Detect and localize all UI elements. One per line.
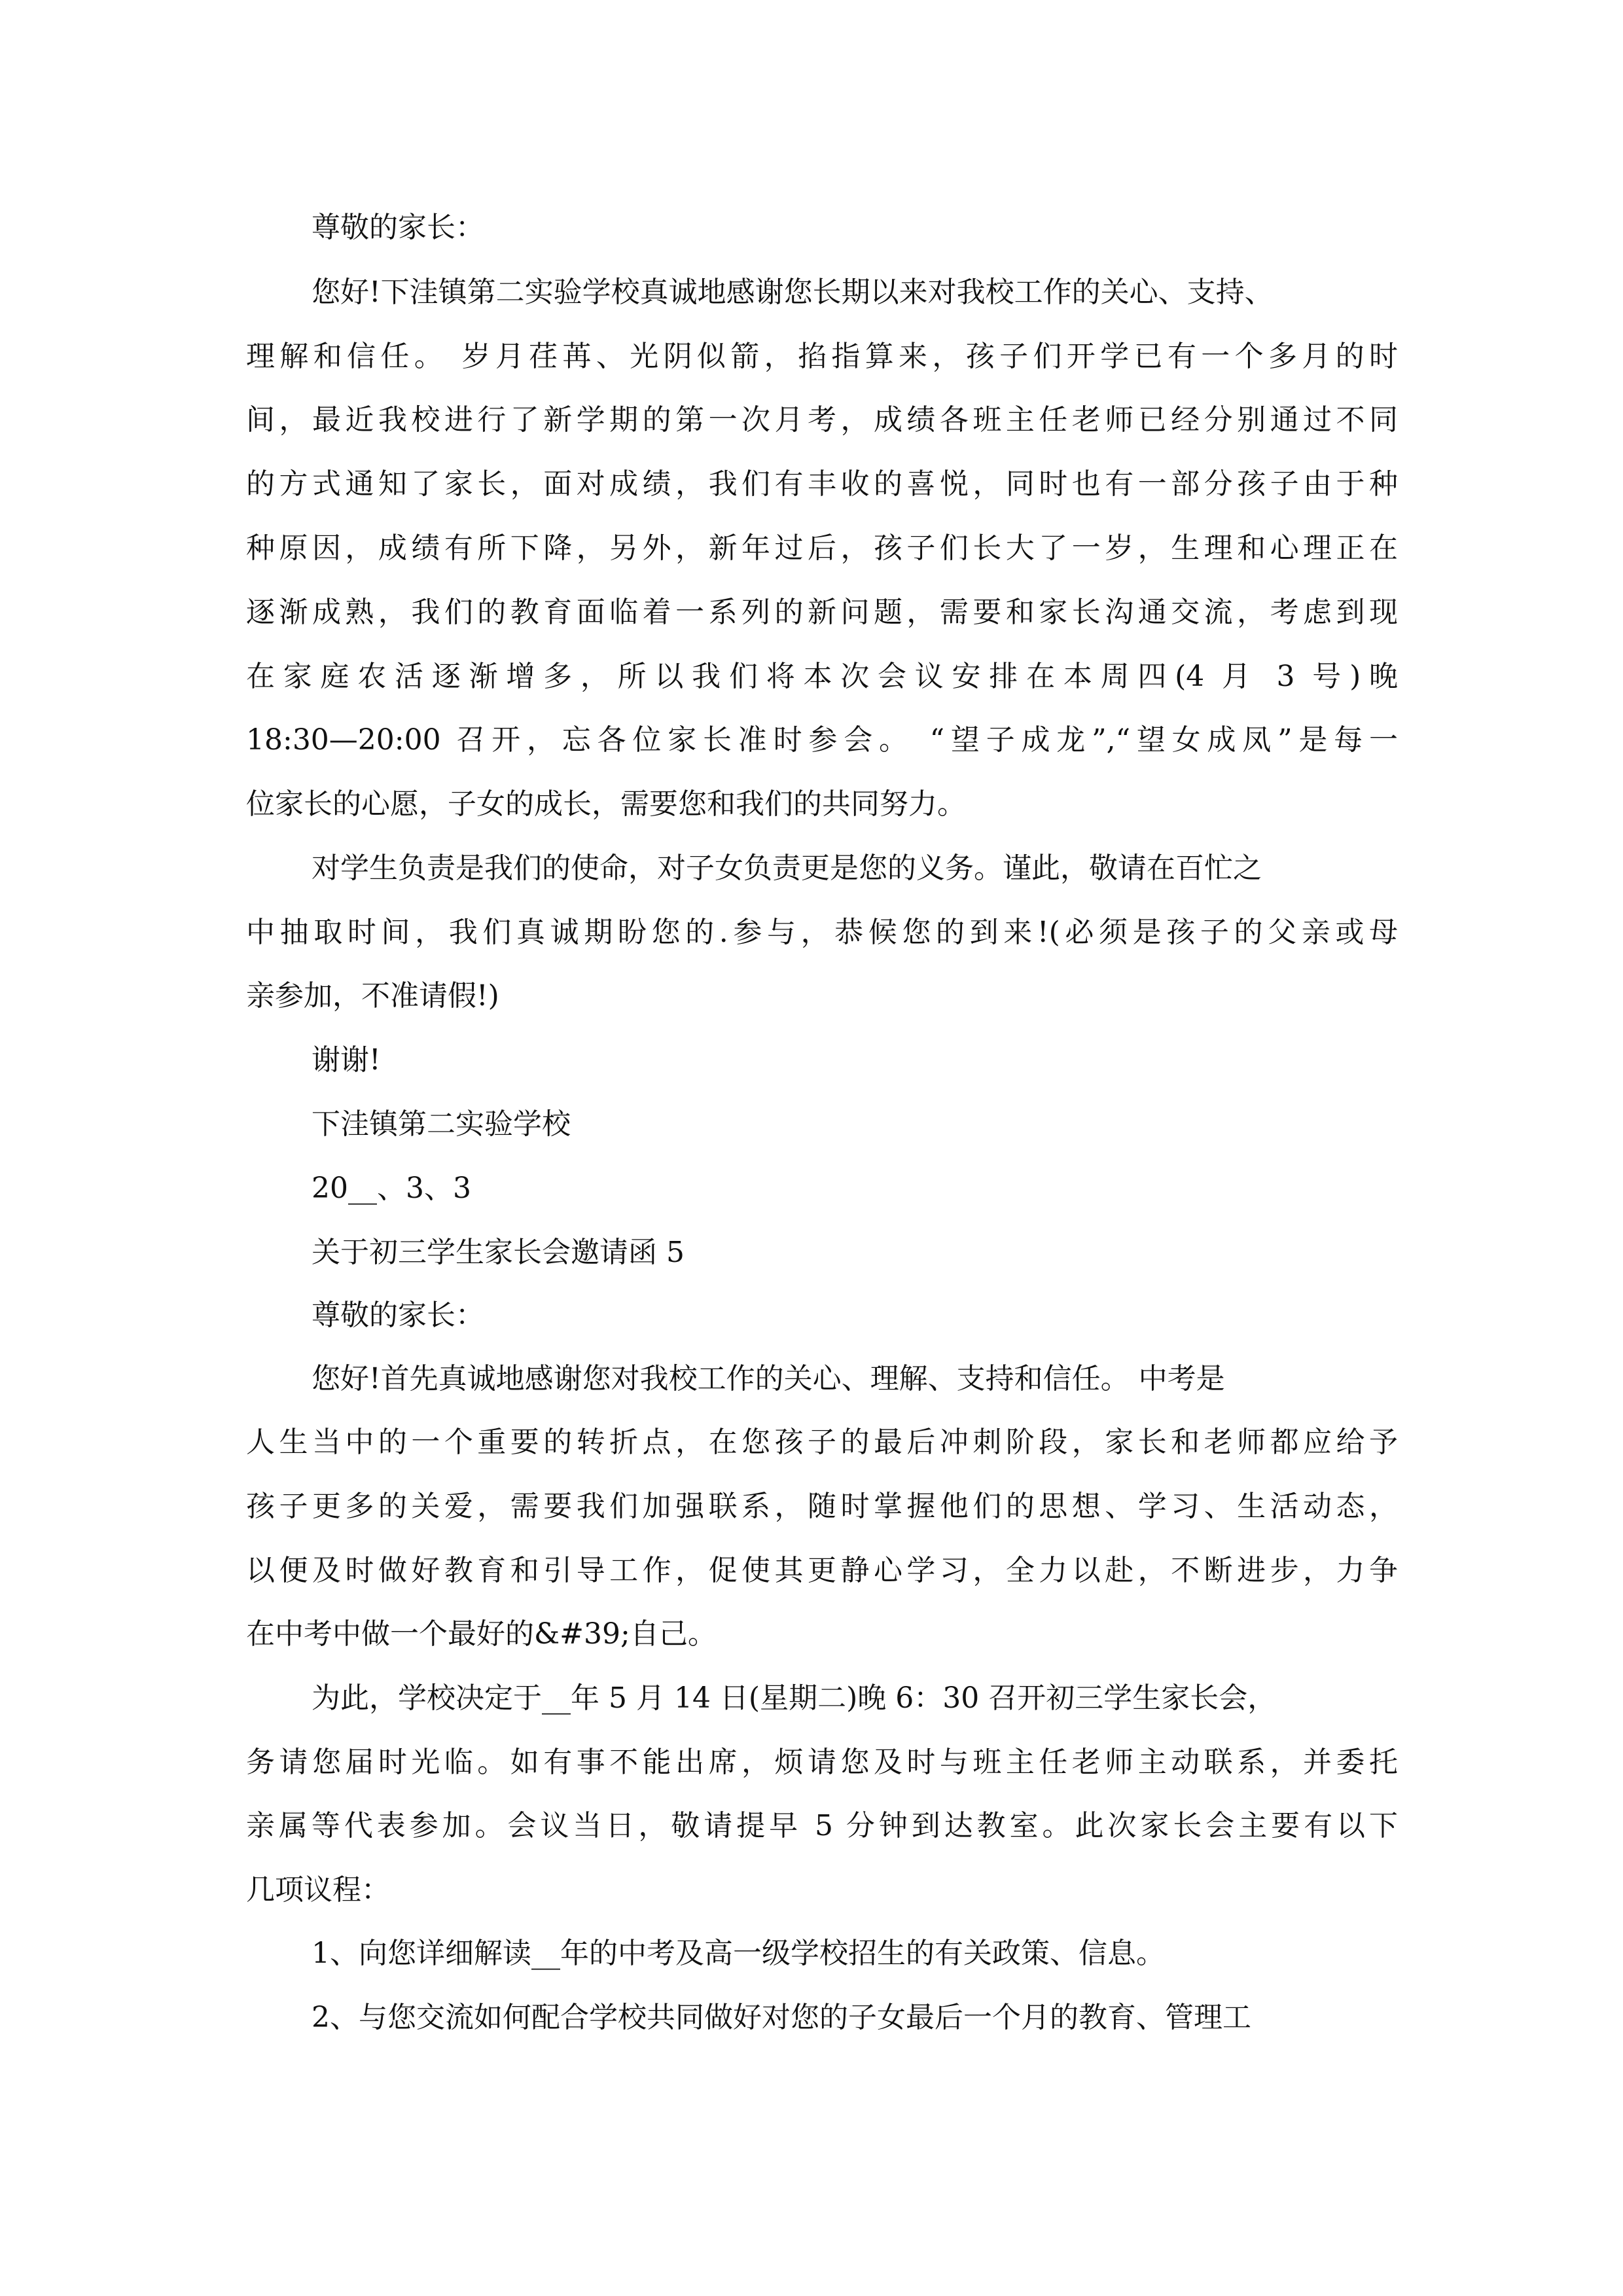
paragraph-line: 的方式通知了家长，面对成绩，我们有丰收的喜悦，同时也有一部分孩子由于种 [246,467,1398,501]
paragraph-line: 理解和信任。 岁月荏苒、光阴似箭，掐指算来，孩子们开学已有一个多月的时 [246,340,1398,373]
paragraph-line: 种原因，成绩有所下降，另外，新年过后，孩子们长大了一岁，生理和心理正在 [246,531,1398,565]
paragraph-line: 18:30—20:00 召开，忘各位家长准时参会。 “望子成龙”,“望女成凤”是每一 [246,723,1398,757]
salutation: 尊敬的家长： [312,211,484,244]
paragraph-line: 对学生负责是我们的使命，对子女负责更是您的义务。谨此，敬请在百忙之 [312,852,1262,885]
paragraph-line: 逐渐成熟，我们的教育面临着一系列的新问题，需要和家长沟通交流，考虑到现 [246,596,1398,629]
paragraph-line: 亲参加，不准请假!) [246,979,499,1013]
section-title: 关于初三学生家长会邀请函 5 [312,1236,685,1269]
salutation: 尊敬的家长： [312,1299,484,1332]
signature-date: 20__、3、3 [312,1172,471,1205]
thanks-line: 谢谢! [312,1043,381,1077]
paragraph-line: 务请您届时光临。如有事不能出席，烦请您及时与班主任老师主动联系，并委托 [246,1746,1398,1779]
paragraph-line: 您好!首先真诚地感谢您对我校工作的关心、理解、支持和信任。 中考是 [312,1362,1225,1395]
paragraph-line: 位家长的心愿，子女的成长，需要您和我们的共同努力。 [246,787,966,821]
paragraph-line: 亲属等代表参加。会议当日，敬请提早 5 分钟到达教室。此次家长会主要有以下 [246,1809,1398,1842]
paragraph-line: 为此，学校决定于__年 5 月 14 日(星期二)晚 6：30 召开初三学生家长会， [312,1681,1277,1715]
paragraph-line: 孩子更多的关爱，需要我们加强联系，随时掌握他们的思想、学习、生活动态， [246,1490,1398,1523]
paragraph-line: 中抽取时间，我们真诚期盼您的.参与，恭候您的到来!(必须是孩子的父亲或母 [246,916,1398,949]
paragraph-line: 在中考中做一个最好的&#39;自己。 [246,1617,717,1651]
paragraph-line: 以便及时做好教育和引导工作，促使其更静心学习，全力以赴，不断进步，力争 [246,1554,1398,1587]
agenda-item: 2、与您交流如何配合学校共同做好对您的子女最后一个月的教育、管理工 [312,2001,1251,2034]
paragraph-line: 间，最近我校进行了新学期的第一次月考，成绩各班主任老师已经分别通过不同 [246,403,1398,437]
signature-school: 下洼镇第二实验学校 [312,1107,571,1141]
paragraph-line: 您好!下洼镇第二实验学校真诚地感谢您长期以来对我校工作的关心、支持、 [312,276,1274,309]
paragraph-line: 在家庭农活逐渐增多，所以我们将本次会议安排在本周四(4 月 3 号)晚 [246,660,1398,693]
paragraph-line: 几项议程： [246,1873,390,1907]
paragraph-line: 人生当中的一个重要的转折点，在您孩子的最后冲刺阶段，家长和老师都应给予 [246,1426,1398,1459]
agenda-item: 1、向您详细解读__年的中考及高一级学校招生的有关政策、信息。 [312,1937,1165,1970]
